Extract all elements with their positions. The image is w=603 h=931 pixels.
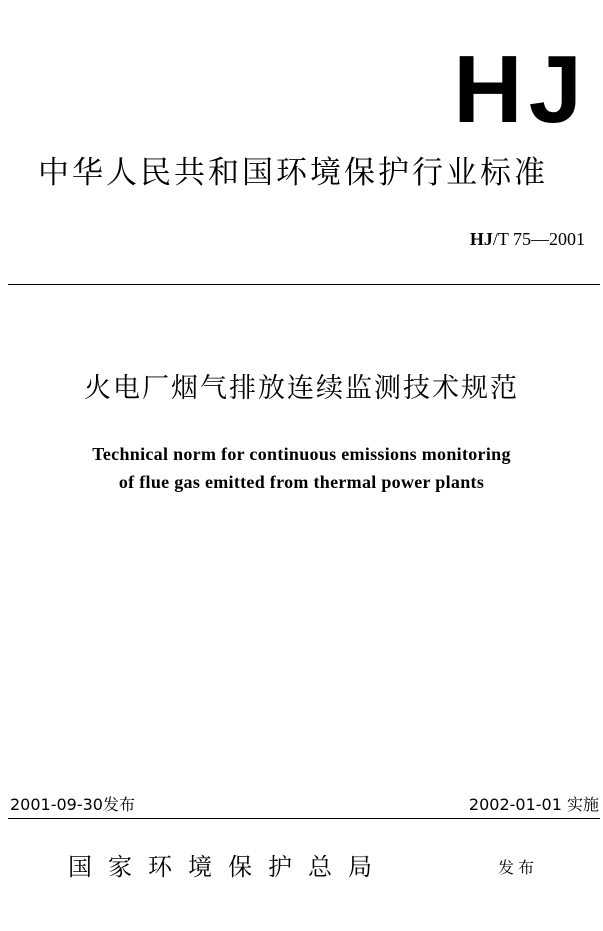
standard-code <box>470 230 585 248</box>
implement-date-label: 实施 <box>566 795 599 814</box>
document-title-en-line2: of flue gas emitted from thermal power plants <box>118 472 485 492</box>
publish-label: 发布 <box>498 858 539 877</box>
standard-code-suffix: /T 75—2001 <box>492 229 585 249</box>
document-title-en <box>0 440 603 496</box>
industry-standard-title: 中华人民共和国环境保护行业标准 <box>38 155 548 191</box>
issuing-authority: 国家环境保护总局 <box>68 853 388 881</box>
document-title-cn: 火电厂烟气排放连续监测技术规范 <box>84 373 519 404</box>
bottom-divider <box>8 818 600 819</box>
implement-date-value: 2002-01-01 <box>468 795 562 814</box>
hj-logo: HJ <box>453 36 588 143</box>
issue-date-label: 发布 <box>102 795 135 814</box>
issue-date-value: 2001-09-30 <box>10 795 103 814</box>
document-title-en-line1: Technical norm for continuous emissions monitoring <box>92 444 511 464</box>
top-divider <box>8 284 600 285</box>
issue-date <box>10 797 135 813</box>
standard-code-prefix: HJ <box>469 229 493 249</box>
implement-date <box>469 797 599 813</box>
